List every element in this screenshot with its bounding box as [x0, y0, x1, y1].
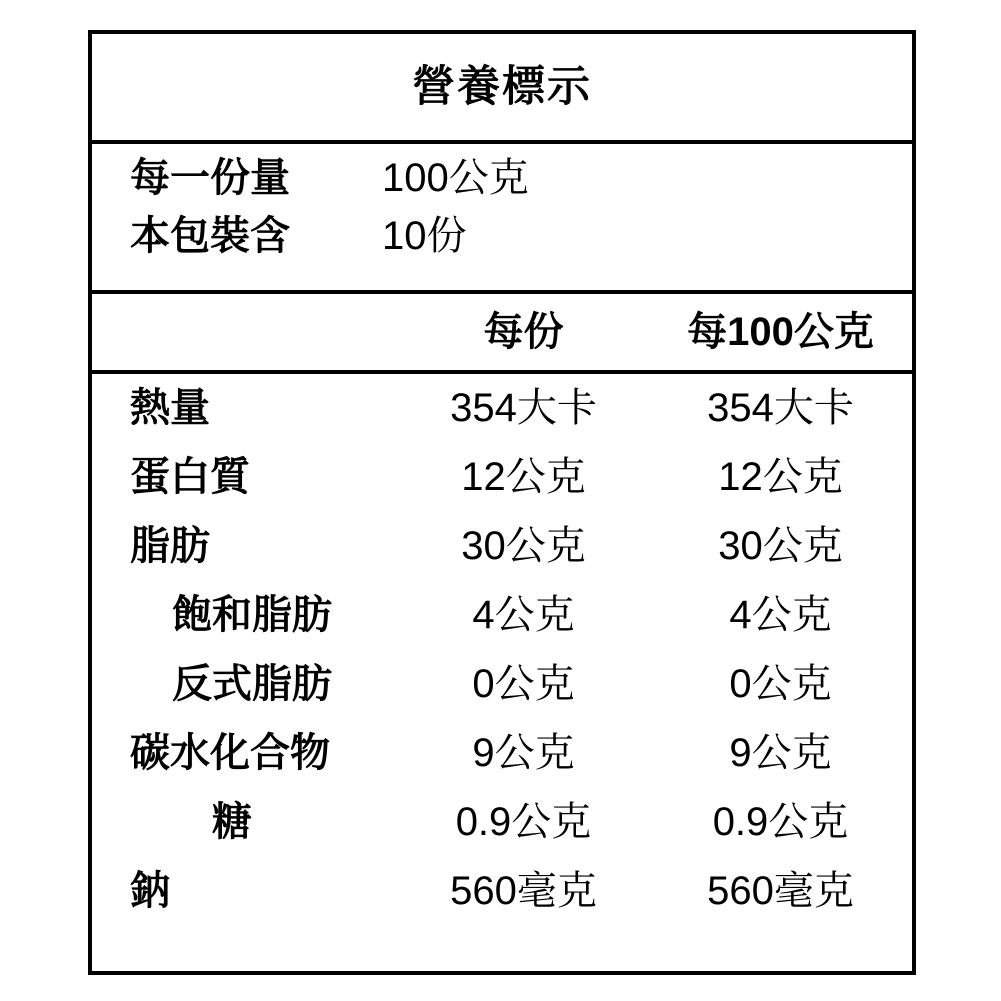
- nutrient-value-per-100g: 30公克: [718, 524, 843, 568]
- nutrient-value-per-100g: 354大卡: [707, 386, 854, 430]
- nutrient-value-per-serving: 0.9公克: [455, 800, 592, 844]
- nutrient-name: 飽和脂肪: [172, 593, 332, 637]
- table-row: [92, 871, 912, 940]
- nutrient-value-per-100g: 560毫克: [707, 869, 854, 913]
- column-header-row: [92, 294, 912, 374]
- nutrient-value-per-serving: 9公克: [472, 731, 575, 775]
- table-row: [92, 388, 912, 457]
- label-title-row: [92, 34, 912, 144]
- table-row: [92, 526, 912, 595]
- nutrient-value-per-serving: 0公克: [472, 662, 575, 706]
- nutrient-value-per-100g: 9公克: [729, 731, 832, 775]
- nutrient-value-per-100g: 12公克: [718, 455, 843, 499]
- table-row: [92, 457, 912, 526]
- nutrient-name: 熱量: [130, 386, 210, 430]
- serving-size-label: 每一份量: [130, 156, 290, 200]
- nutrient-value-per-serving: 354大卡: [450, 386, 597, 430]
- nutrient-name: 蛋白質: [130, 455, 250, 499]
- serving-size-row: [92, 158, 912, 216]
- nutrient-name: 脂肪: [130, 524, 210, 568]
- page-title: 營養標示: [412, 62, 592, 111]
- nutrient-name: 糖: [212, 800, 252, 844]
- servings-per-container-row: [92, 216, 912, 274]
- nutrient-rows: [92, 374, 912, 971]
- nutrient-value-per-serving: 4公克: [472, 593, 575, 637]
- table-row: [92, 733, 912, 802]
- nutrient-value-per-100g: 0.9公克: [712, 800, 849, 844]
- table-row: [92, 802, 912, 871]
- servings-per-container-value: 10份: [382, 214, 467, 258]
- column-header-per-100g: 每100公克: [687, 310, 874, 354]
- servings-per-container-label: 本包裝含: [130, 214, 290, 258]
- serving-size-value: 100公克: [382, 156, 529, 200]
- nutrient-value-per-serving: 12公克: [461, 455, 586, 499]
- nutrient-value-per-100g: 0公克: [729, 662, 832, 706]
- nutrient-name: 鈉: [130, 869, 170, 913]
- nutrient-value-per-100g: 4公克: [729, 593, 832, 637]
- column-header-per-serving: 每份: [483, 310, 564, 354]
- table-row: [92, 664, 912, 733]
- serving-info-section: [92, 144, 912, 294]
- table-row: [92, 595, 912, 664]
- nutrient-name: 碳水化合物: [130, 731, 330, 775]
- nutrient-value-per-serving: 560毫克: [450, 869, 597, 913]
- nutrient-value-per-serving: 30公克: [461, 524, 586, 568]
- nutrition-facts-panel: [88, 30, 916, 975]
- nutrient-name: 反式脂肪: [172, 662, 332, 706]
